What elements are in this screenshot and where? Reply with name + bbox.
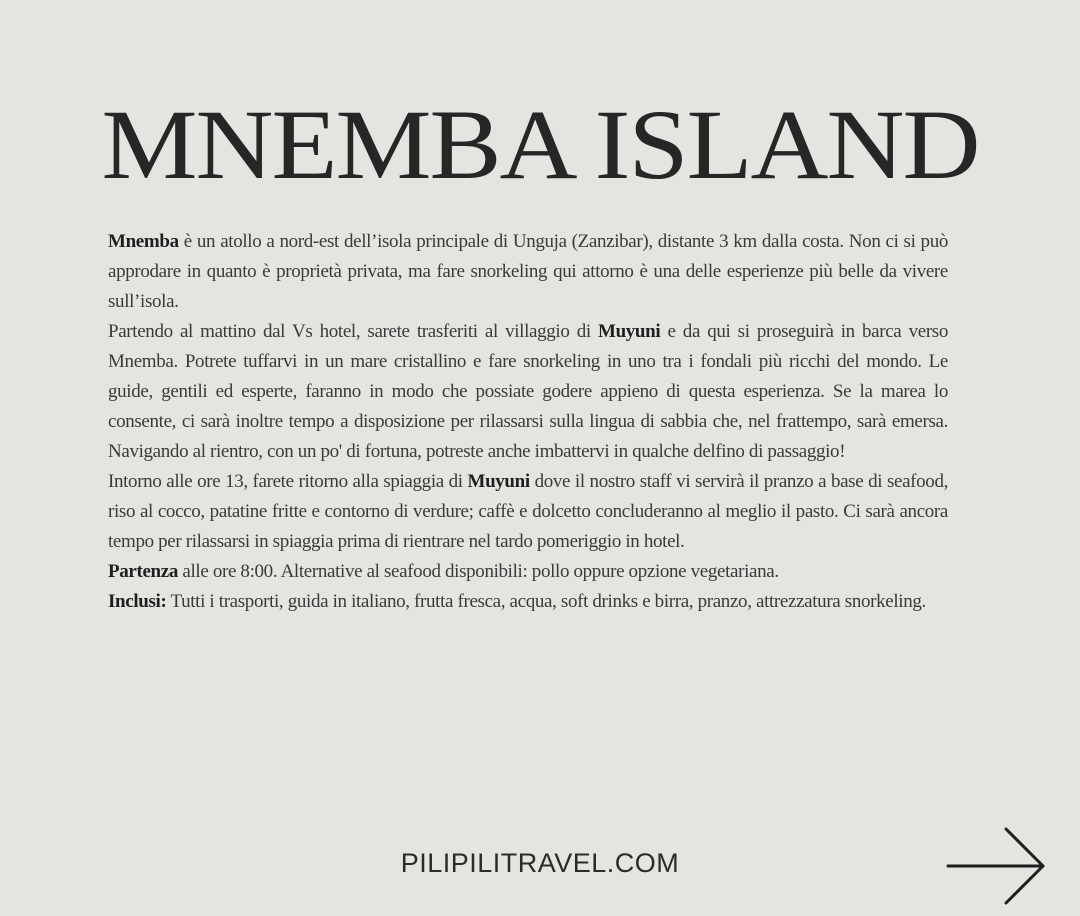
description <box>108 227 948 617</box>
bold-term: Muyuni <box>467 471 530 492</box>
bold-term: Inclusi: <box>108 591 167 612</box>
paragraph-itinerary <box>108 317 948 467</box>
bold-term: Mnemba <box>108 231 179 252</box>
paragraph-text: Tutti i trasporti, guida in italiano, frutta fresca, acqua, soft drinks e birra, pranzo, attrezzatura snorkeling. <box>166 591 926 612</box>
paragraph-departure <box>108 557 948 587</box>
arrow-right-icon[interactable] <box>946 826 1048 906</box>
paragraph-text: e da qui si proseguirà in barca verso Mnemba. Potrete tuffarvi in un mare cristallino e fare snorkeling in uno tra i fondali più ricchi del mondo. Le guide, gentili ed esperte, faranno in modo che possiate godere appieno di questa esperienza. Se la marea lo consente, ci sarà inoltre tempo a disposizione per rilassarsi sulla lingua di sabbia che, nel frattempo, sarà emersa. Navigando al rientro, con un po' di fortuna, potreste anche imbattervi in qualche delfino di passaggio! <box>108 321 948 462</box>
website-footer: PILIPILITRAVEL.COM <box>400 848 680 878</box>
paragraph-text: dove il nostro staff vi servirà il pranzo a base di seafood, riso al cocco, patatine fritte e contorno di verdure; caffè e dolcetto concluderanno al meglio il pasto. Ci sarà ancora tempo per rilassarsi in spiaggia prima di rientrare nel tardo pomeriggio in hotel. <box>108 471 948 552</box>
paragraph-text: Intorno alle ore 13, farete ritorno alla spiaggia di <box>108 471 468 492</box>
bold-term: Muyuni <box>597 321 661 342</box>
bold-term: Partenza <box>108 561 178 582</box>
paragraph-text: alle ore 8:00. Alternative al seafood disponibili: pollo oppure opzione vegetariana. <box>178 561 779 582</box>
paragraph-text: Partendo al mattino dal Vs hotel, sarete trasferiti al villaggio di <box>108 321 598 342</box>
page-title: MNEMBA ISLAND <box>101 90 979 201</box>
paragraph-text: è un atollo a nord-est dell’isola principale di Unguja (Zanzibar), distante 3 km dalla costa. Non ci si può approdare in quanto è proprietà privata, ma fare snorkeling qui attorno è una delle esperienze più belle da vivere sull’isola. <box>108 231 948 312</box>
paragraph-included <box>108 587 948 617</box>
paragraph-lunch <box>108 467 948 557</box>
paragraph-intro <box>108 227 948 317</box>
